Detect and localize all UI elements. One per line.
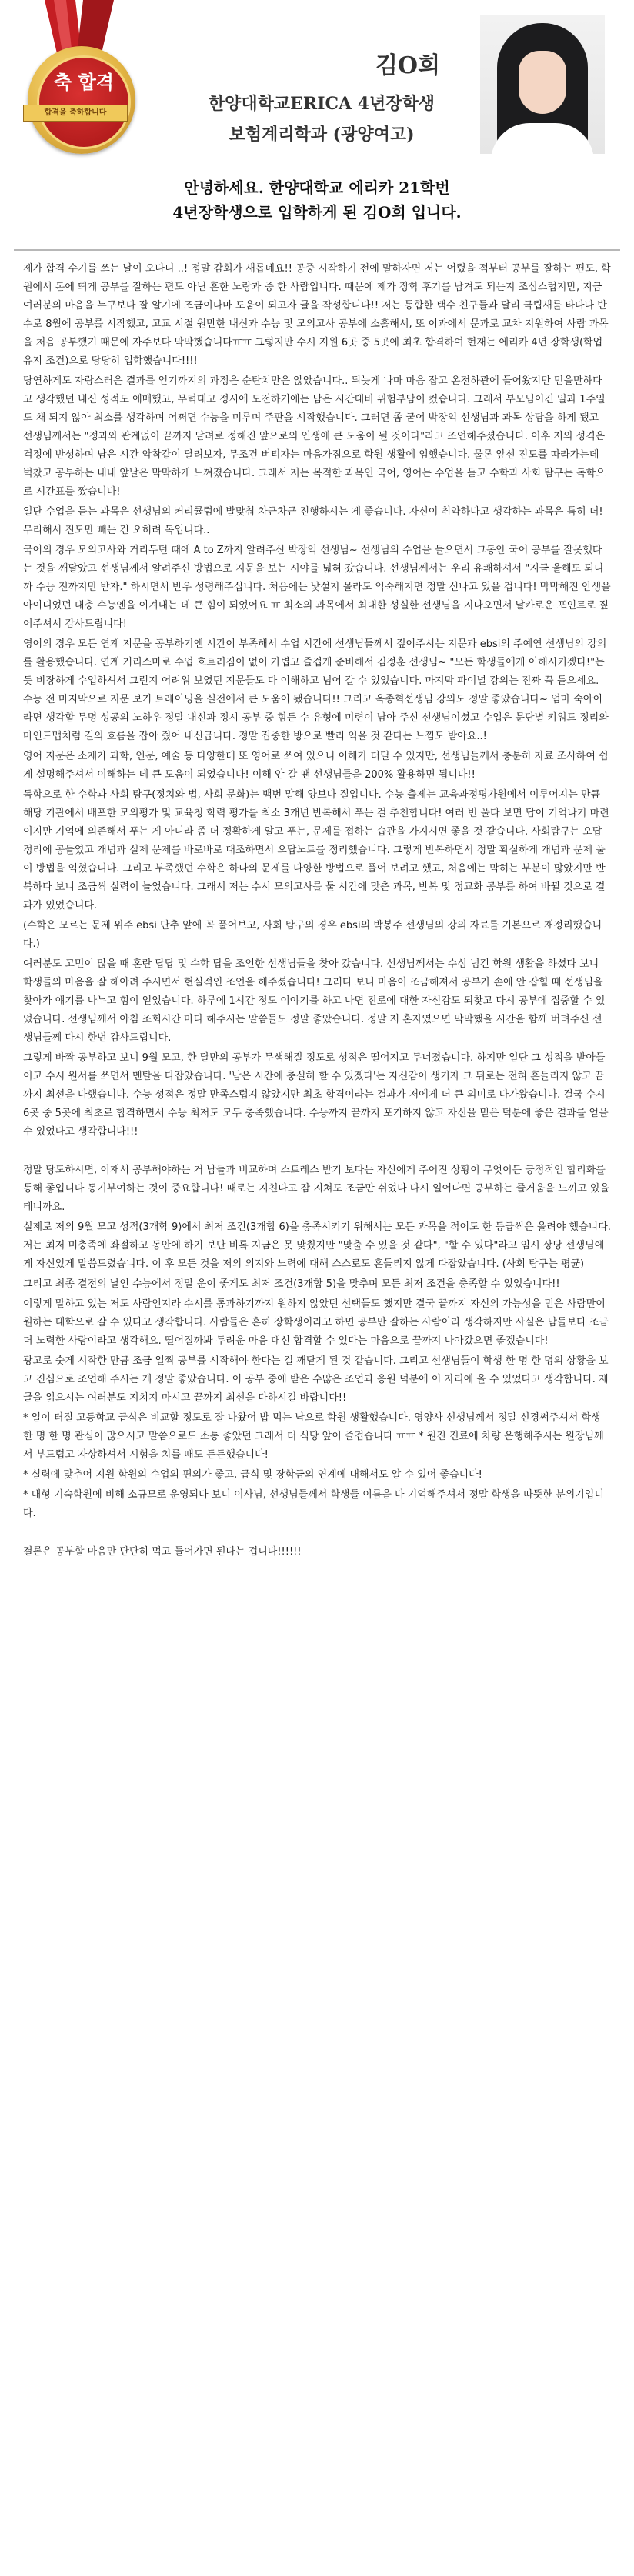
story-paragraph: 국어의 경우 모의고사와 거리두던 때에 A to Z까지 알려주신 박장익 선생님~ 선생님의 수업을 들으면서 그동안 국어 공부를 잘못했다는 것을 깨달았고 선생님께서 알려주신 방법으로 지문을 보는 시야를 넓혀 갔습니다. 선생님께서는 우리 유쾌하셔서 "지금 울해도 되니까 수능 전까지만 받자." 하시면서 반우 성령해주십니다. 처음에는 낯설지 몰라도 익숙해지면 정말 신나고 있을 겁니다! 막막해진 안생을 아이디었던 대충 수능엔을 이겨내는 데 큰 힘이 되었어요 ㅠ 최소의 과목에서 최대한 성실한 선생님을 지나오면서 날카로운 포인트로 짚어주셔서 감사드립니다! (23, 545, 611, 630)
medal-title: 축 합격 (54, 71, 114, 93)
intro-greeting (0, 175, 634, 225)
story-paragraph: 여러분도 고민이 많을 때 혼란 답답 및 수학 답을 조언한 선생님들을 찾아 갔습니다. 선생님께서는 수심 넘긴 학원 생활을 하셨다 보니 학생들의 마음을 잘 헤아려 주시면서 현실적인 조언을 해주셨습니다! 그러다 보니 마음이 조금해져서 공부가 손에 안 잡힐 때 선생님을 찾아가 얘기를 나누고 힘이 얻었습니다. 하루에 1시간 정도 이야기를 하고 나면 진로에 대한 자신감도 되찾고 다시 공부에 집중할 수 있었습니다. 선생님께서 아침 조회시간 마다 해주시는 말씀들도 정말 좋았습니다. 정말 저 혼자였으면 막막했을 시간을 함께 버텨주신 선생님들께 다시 한번 감사드립니다. (23, 958, 606, 1044)
congratulation-medal (22, 0, 137, 154)
story-paragraph: 제가 합격 수기를 쓰는 날이 오다니 ..! 정말 감회가 새롭네요!! 공중 시작하기 전에 말하자면 저는 어렸을 적부터 공부를 잘하는 편도, 학원에서 돈에 띄게 공부를 잘하는 편도 아닌 흔한 노랑과 중 한 사람입니다. 때문에 제가 장학 후기를 남겨도 되는지 조심스럽지만, 지금 여러분의 마음을 누구보다 잘 알기에 조금이나마 도움이 되고자 글을 작성합니다!! 저는 통합한 택수 친구들과 달리 극립새를 타다다 반수로 8월에 공부를 시작했고, 고교 시절 원만한 내신과 수능 및 모의고사 공부에 소홀해서, 또 이과에서 문과로 교차 지원하여 사람 과목을 처음 공부했기 때문에 자주보다 막막했습니다ㅠㅠ 그렇지만 수시 지원 6곳 중 5곳에 최초 합격하여 현재는 에리카 4년 장학생(학업 유지 조건)으로 당당히 입학했습니다!!!! (23, 263, 611, 367)
story-paragraph: * 대형 기숙학원에 비해 소규모로 운영되다 보니 이사님, 선생님들께서 학생들 이름을 다 기억해주셔서 정말 학생을 따뜻한 분위기입니다. (23, 1489, 604, 1519)
story-paragraph: * 일이 터질 고등학교 급식은 비교할 정도로 잘 나왔어 밥 먹는 낙으로 학원 생활했습니다. 영양사 선생님께서 정말 신경써주셔서 학생 한 명 한 명 관심이 많으시고 말씀으로도 소통 좋았던 그래서 더 식당 앞이 즐겁습니다 ㅠㅠ * 원진 진료에 차량 운행해주시는 원장님께서 부드럽고 자상하셔서 시험을 치를 때도 든든했습니다! (23, 1412, 604, 1461)
story-paragraph: 영어의 경우 모든 연계 지문을 공부하기엔 시간이 부족해서 수업 시간에 선생님들께서 짚어주시는 지문과 ebsi의 주예연 선생님의 강의를 활용했습니다. 연계 거리스마로 수업 흐트러짐이 없이 가볍고 즐겁게 준비해서 김정훈 선생님~ "모든 학생들에게 이해시키겠다!"는 듯 비장하게 수업하셔서 그런지 어려워 보였던 지문들도 다 이해하고 넘어 갈 수 있었습니다. 마지막 파이널 강의는 진짜 꼭 듣으세요. 수능 전 마지막으로 지문 보기 트레이닝을 실전에서 큰 도움이 됐습니다!! 그리고 옥종혁선생님 강의도 정말 좋았습니다~ 엄마 숙아이라면 생각할 무명 성공의 노하우 정말 내신과 정시 공부 중 힘든 수 유형에 미련이 남아 주신 선생님이셨고 수업은 문단별 키워드 정리와 마인드맵처럼 길의 흐름을 잡아 줬어 내신급니다. 정말 집중한 방으로 빨리 익을 것 같다는 느낌도 받아요..! (23, 638, 609, 742)
medal-banner: 합격을 축하합니다 (23, 105, 128, 122)
story-paragraph: 독학으로 한 수학과 사회 탐구(정치와 법, 사회 문화)는 백번 말해 양보다 질입니다. 수능 출제는 교육과정평가원에서 이루어지는 만큼 해당 기관에서 배포한 모의평가 및 교육청 학력 평가를 최소 3개년 반복해서 푸는 걸 추천합니다! 여러 번 풀다 보면 답이 기억나기 마련이지만 기억에 의존해서 푸는 게 아니라 좀 더 정확하게 알고 푸는, 문제를 접하는 습관을 가지시면 좋을 것 같습니다. 사회탐구는 오답 정리에 공들였고 개념과 실제 문제를 바로바로 대조하면서 오답노트를 정리했습니다. 그렇게 반복하면서 정말 확실하게 개념과 문제 풀이 방법을 익혔습니다. 그리고 부족했던 수학은 하나의 문제를 다양한 방법으로 풀어 보려고 했고, 처음에는 막히는 부분이 많았지만 반복하다 보니 조금씩 실력이 늘었습니다. 그래서 저는 수시 모의고사를 둘 시간에 맞춘 과목, 반복 및 정교화 공부를 하여 바뀔 것으로 결과가 있었습니다. (23, 789, 609, 911)
student-name: 김O희 (375, 52, 441, 79)
medal (28, 46, 135, 154)
story-paragraph: 당연하게도 자랑스러운 결과를 얻기까지의 과정은 순탄치만은 않았습니다.. 뒤늦게 나마 마음 잡고 온전하관에 들어왔지만 믿을만하다고 생각했던 내신 성적도 애매했고, 무턱대고 정시에 도전하기에는 남은 시간대비 위험부담이 컸습니다. 그래서 부모님이긴 일과 1주일도 채 되지 않아 최소를 생각하며 어쩌면 수능을 미루며 주판을 시작했습니다. 그러면 좀 굳어 박장익 선생님과 과목 상담을 하게 됐고 선생님께서는 "정과와 관계없이 끝까지 달려로 정해진 앞으로의 인생에 큰 도움이 될 것이다"라고 조언해주셨습니다. 이후 저의 성격은 걱정에 반성하며 남은 시간 악착같이 달려보자, 무조건 버티자는 마음가짐으로 학원 생활에 임했습니다. 물론 앞선 진도를 따라가는데 벅찼고 공부하는 내내 앞날은 막막하게 느껴졌습니다. 그래서 저는 목적한 과목인 국어, 영어는 수업을 듣고 수학과 사회 탐구는 독학으로 시간표를 짰습니다! (23, 375, 606, 498)
paragraph-gap (23, 1143, 611, 1161)
story-paragraph: 광고로 숫게 시작한 만큼 조금 일찍 공부를 시작해야 한다는 걸 깨닫게 된 것 같습니다. 그리고 선생님들이 학생 한 명 한 명의 상황을 보고 진심으로 조언해 주시는 게 정말 좋았습니다. 이 공부 중에 받은 수많은 조언과 응원 덕분에 이 자리에 올 수 있었다고 생각합니다. 제 글을 읽으시는 여러분도 지치지 마시고 끝까지 최선을 다하시길 바랍니다!! (23, 1355, 609, 1404)
medal-face (37, 55, 131, 149)
story-paragraph: 결론은 공부할 마음만 단단히 먹고 들어가면 된다는 겁니다!!!!!! (23, 1546, 302, 1558)
story-paragraph: 실제로 저의 9월 모고 성적(3개학 9)에서 최저 조건(3개합 6)을 충족시키기 위해서는 모든 과목을 적어도 한 등급씩은 올려야 했습니다. 저는 최저 미충족에 좌절하고 동안에 하기 보단 비록 지금은 못 맞췄지만 "맞출 수 있을 것 같다", "할 수 있다"라고 임시 상당 선생님에게 자신있게 말씀드렸습니다. 이 후 모든 것을 저의 의지와 노력에 대해 스스로도 흔들리지 않게 다잡았습니다. (사회 탐구는 평균) (23, 1221, 611, 1270)
intro-line-1: 안녕하세요. 한양대학교 에리카 21학번 (184, 178, 450, 197)
paragraph-gap (23, 1525, 611, 1543)
divider (14, 249, 620, 251)
story-paragraph: 일단 수업을 듣는 과목은 선생님의 커리큘럼에 발맞춰 차근차근 진행하시는 게 좋습니다. 자신이 취약하다고 생각하는 과목은 특히 더! 무리해서 진도만 빼는 건 오히려 독입니다.. (23, 506, 603, 536)
story-paragraph: (수학은 모르는 문제 위주 ebsi 단추 앞에 꼭 풀어보고, 사회 탐구의 경우 ebsi의 박봉주 선생님의 강의 자료를 기본으로 재정리했습니다.) (23, 920, 602, 950)
story-paragraph: 영어 지문은 소재가 과학, 인문, 예술 등 다양한데 또 영어로 쓰여 있으니 이해가 더딜 수 있지만, 선생님들께서 충분히 자료 조사하여 쉽게 설명해주셔서 이해하는 데 큰 도움이 되었습니다! 이해 안 갈 땐 선생님들을 200% 활용하면 됩니다!! (23, 751, 609, 781)
story-paragraph: 그렇게 바짝 공부하고 보니 9월 모고, 한 달만의 공부가 무색해질 정도로 성적은 떨어지고 무너졌습니다. 하지만 일단 그 성적을 받아들이고 수시 원서를 쓰면서 멘탈을 다잡았습니다. '남은 시간에 충실히 할 수 있겠다'는 자신감이 생기자 그 뒤로는 전혀 흔들리지 않고 끝까지 최선을 다했습니다. 수능 성적은 정말 만족스럽지 않았지만 최초 합격이라는 결과가 저에게 더 큰 의미로 다가왔습니다. 결국 수시 6곳 중 5곳에 최초로 합격하면서 수능 최저도 모두 충족했습니다. 수능까지 끝까지 포기하지 않고 자신을 믿은 덕분에 좋은 결과를 얻을 수 있었다고 생각합니다!!! (23, 1052, 609, 1138)
student-school: 한양대학교ERICA 4년장학생 (208, 94, 435, 114)
story-paragraph: * 실력에 맞추어 지원 학원의 수업의 편의가 좋고, 급식 및 장학금의 연계에 대해서도 알 수 있어 좋습니다! (23, 1469, 482, 1481)
story-paragraph: 이렇게 말하고 있는 저도 사람인지라 수시를 통과하기까지 원하지 않았던 선택들도 했지만 결국 끝까지 자신의 가능성을 믿은 사람만이 원하는 대학으로 갈 수 있다고 생각합니다. 사람들은 흔히 장학생이라고 하면 공부만 잘하는 사람이라 생각하지만 사실은 남들보다 조금 더 노력한 사람이라고 생각해요. 떨어질까봐 두려운 마음 대신 합격할 수 있다는 마음으로 끝까지 나아갔으면 좋겠습니다! (23, 1298, 609, 1347)
photo-face (519, 51, 566, 114)
header (0, 0, 634, 162)
story-paragraph: 정말 당도하시면, 이재서 공부해야하는 거 남들과 비교하며 스트레스 받기 보다는 자신에게 주어진 상황이 무엇이든 긍정적인 합리화를 통해 좋입니다 동기부여하는 것이 중요합니다! 때로는 지친다고 잠 지쳐도 조금만 쉬었다 다시 일어나면 공부하는 즐거움을 느끼고 있을 테니까요. (23, 1165, 610, 1213)
student-major: 보험계리학과 (광양여고) (229, 125, 415, 145)
story-paragraph: 그리고 최종 결전의 날인 수능에서 정말 운이 좋게도 최저 조건(3개합 5)을 맞추며 모든 최저 조건을 충족할 수 있었습니다!! (23, 1278, 560, 1290)
intro-line-2: 4년장학생으로 입학하게 된 김O희 입니다. (172, 203, 462, 222)
student-photo (480, 15, 605, 154)
story-body (23, 260, 611, 1563)
